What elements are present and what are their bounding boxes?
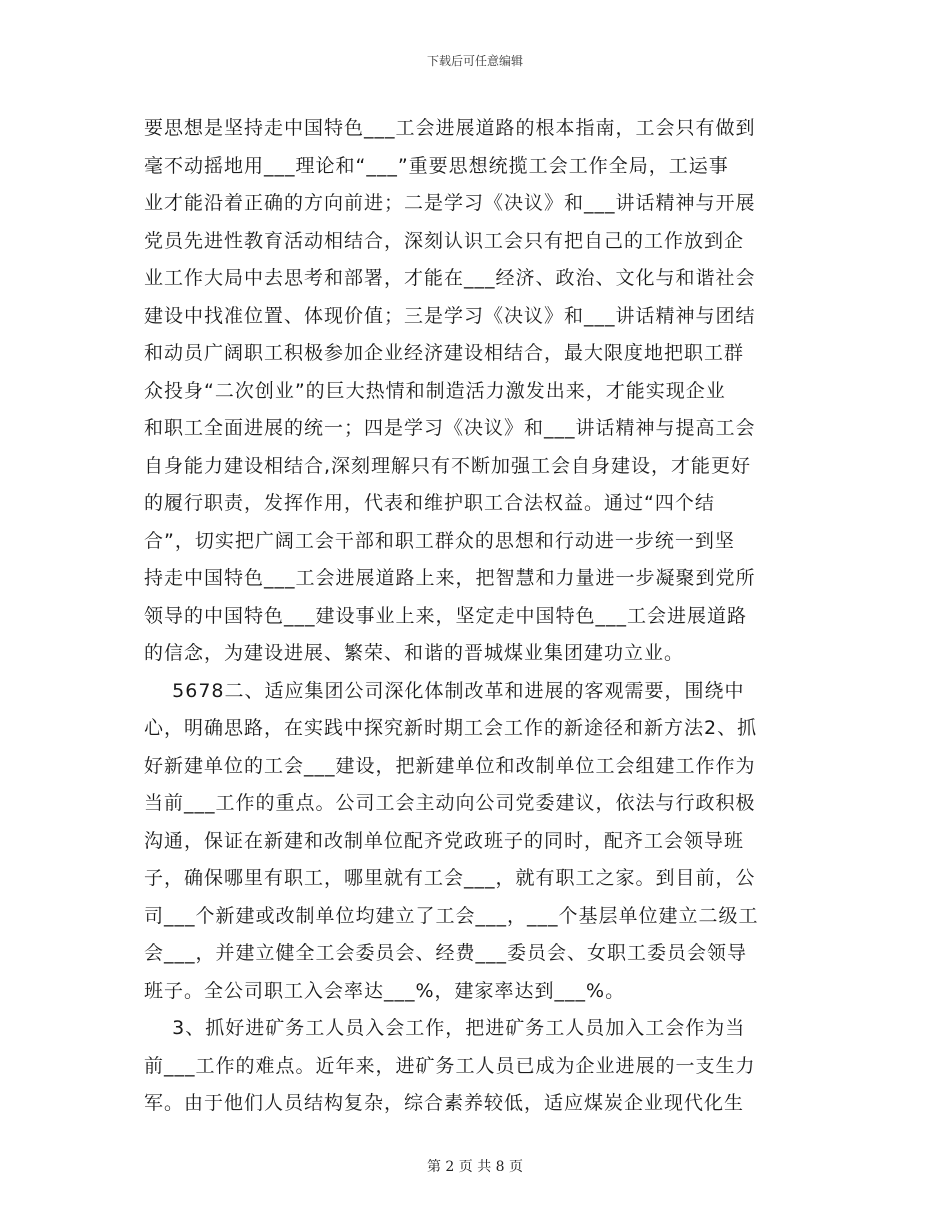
text-line: 的信念，为建设进展、繁荣、和谐的晋城煤业集团建功立业。 bbox=[144, 642, 685, 664]
text-line: 子，确保哪里有职工，哪里就有工会___，就有职工之家。到目前，公 bbox=[144, 867, 756, 889]
text-line: 的履行职责，发挥作用，代表和维护职工合法权益。通过“四个结 bbox=[144, 492, 715, 514]
text-line: 前___工作的难点。近年来，进矿务工人员已成为企业进展的一支生力 bbox=[144, 1054, 756, 1077]
text-line: 3、抓好进矿务工人员入会工作，把进矿务工人员加入工会作为当 bbox=[144, 1017, 746, 1039]
page-header: 下载后可任意编辑 bbox=[426, 54, 523, 68]
text-line: 和动员广阔职工积极参加企业经济建设相结合，最大限度地把职工群 bbox=[144, 342, 745, 364]
text-line: 当前___工作的重点。公司工会主动向公司党委建议，依法与行政积极 bbox=[144, 792, 756, 814]
text-line: 业才能沿着正确的方向前进；二是学习《决议》和___讲话精神与开展 bbox=[144, 192, 756, 214]
text-line: 会___，并建立健全工会委员会、经费___委员会、女职工委员会领导 bbox=[144, 942, 748, 964]
document-body bbox=[144, 110, 812, 1123]
text-line: 和职工全面进展的统一；四是学习《决议》和___讲话精神与提高工会 bbox=[144, 417, 756, 439]
text-line: 自身能力建设相结合,深刻理解只有不断加强工会自身建设，才能更好 bbox=[144, 454, 752, 477]
text-line: 要思想是坚持走中国特色___工会进展道路的根本指南，工会只有做到 bbox=[144, 117, 756, 139]
text-line: 业工作大局中去思考和部署，才能在___经济、政治、文化与和谐社会 bbox=[144, 267, 756, 289]
page-number: 第 2 页 共 8 页 bbox=[426, 1159, 524, 1175]
text-line: 好新建单位的工会___建设，把新建单位和改制单位工会组建工作作为 bbox=[144, 754, 756, 777]
text-line: 沟通，保证在新建和改制单位配齐党政班子的同时，配齐工会领导班 bbox=[144, 829, 745, 852]
text-line: 毫不动摇地用___理论和“___”重要思想统揽工会工作全局，工运事 bbox=[144, 154, 729, 177]
text-line: 众投身“二次创业”的巨大热情和制造活力激发出来，才能实现企业 bbox=[144, 379, 726, 402]
text-line: 合”，切实把广阔工会干部和职工群众的思想和行动进一步统一到坚 bbox=[144, 529, 735, 552]
text-line: 司___个新建或改制单位均建立了工会___，___个基层单位建立二级工 bbox=[144, 904, 759, 927]
text-line: 5678二、适应集团公司深化体制改革和进展的客观需要，围绕中 bbox=[144, 679, 745, 702]
text-line: 党员先进性教育活动相结合，深刻认识工会只有把自己的工作放到企 bbox=[144, 229, 745, 252]
text-line: 心，明确思路，在实践中探究新时期工会工作的新途径和新方法2、抓 bbox=[144, 717, 758, 739]
text-line: 持走中国特色___工会进展道路上来，把智慧和力量进一步凝聚到党所 bbox=[144, 567, 756, 589]
text-line: 班子。全公司职工入会率达___%，建家率达到___%。 bbox=[144, 979, 626, 1002]
text-line: 军。由于他们人员结构复杂，综合素养较低，适应煤炭企业现代化生 bbox=[144, 1092, 745, 1114]
text-line: 建设中找准位置、体现价值；三是学习《决议》和___讲话精神与团结 bbox=[144, 304, 756, 327]
text-line: 领导的中国特色___建设事业上来，坚定走中国特色___工会进展道路 bbox=[144, 604, 748, 627]
